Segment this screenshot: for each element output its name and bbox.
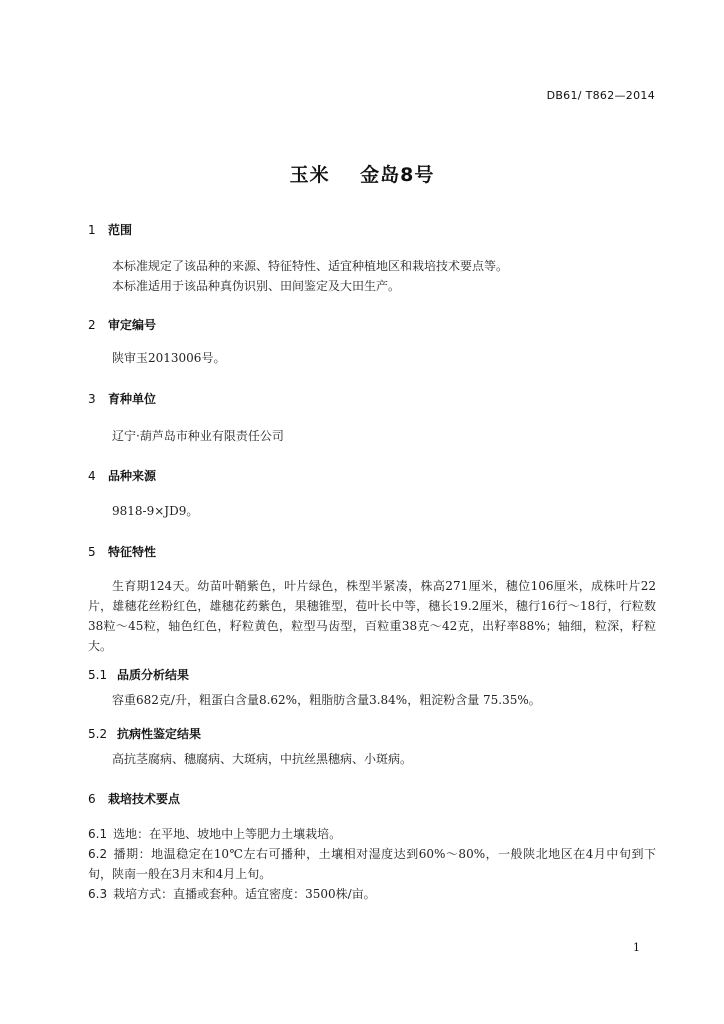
section-heading-cultivation [88, 790, 180, 807]
section-title: 品质分析结果 [117, 668, 190, 682]
section-number: 5.2 [88, 727, 108, 741]
clause-number: 6.1 [88, 827, 108, 841]
clause-text: 选地：在平地、坡地中上等肥力土壤栽培。 [113, 827, 342, 841]
section-number: 5.1 [88, 668, 108, 682]
paragraph: 高抗茎腐病、穗腐病、大斑病，中抗丝黑穗病、小斑病。 [112, 752, 413, 766]
section-number: 5 [88, 545, 96, 559]
document-code: DB61/ T862—2014 [546, 89, 655, 102]
section-title: 育种单位 [108, 392, 157, 406]
clause-text: 栽培方式：直播或套种。适宜密度：3500株/亩。 [113, 887, 376, 901]
document-title: 玉米 金岛8号 [289, 164, 435, 186]
paragraph: 本标准适用于该品种真伪识别、田间鉴定及大田生产。 [112, 279, 401, 293]
section-title: 抗病性鉴定结果 [117, 727, 202, 741]
clause-6-1 [88, 824, 656, 844]
paragraph: 陕审玉2013006号。 [112, 351, 226, 365]
paragraph: 容重682克/升，粗蛋白含量8.62%，粗脂肪含量3.84%，粗淀粉含量 75.35%。 [112, 693, 541, 707]
paragraph: 9818-9×JD9。 [112, 504, 199, 518]
section-heading-quality [88, 666, 189, 683]
paragraph: 本标准规定了该品种的来源、特征特性、适宜种植地区和栽培技术要点等。 [112, 259, 509, 273]
clause-number: 6.2 [88, 847, 108, 861]
section-heading-disease-resistance [88, 725, 201, 742]
page-number: 1 [633, 941, 640, 954]
section-title: 栽培技术要点 [108, 792, 181, 806]
clause-6-3 [88, 884, 656, 904]
section-number: 2 [88, 318, 96, 332]
section-heading-origin [88, 467, 156, 484]
section-number: 1 [88, 223, 96, 237]
section-number: 4 [88, 469, 96, 483]
section-heading-scope [88, 221, 132, 238]
clause-6-2 [88, 844, 656, 884]
clause-text: 播期：地温稳定在10℃左右可播种，土壤相对湿度达到60%～80%，一般陕北地区在4月中旬到下旬，陕南一般在3月末和4月上旬。 [88, 847, 656, 881]
section-number: 6 [88, 792, 96, 806]
section-title: 特征特性 [108, 545, 157, 559]
section-number: 3 [88, 392, 96, 406]
section-heading-characteristics [88, 543, 156, 560]
paragraph: 辽宁·葫芦岛市种业有限责任公司 [112, 429, 284, 443]
clause-number: 6.3 [88, 887, 108, 901]
section-title: 审定编号 [108, 318, 157, 332]
section-title: 范围 [108, 223, 133, 237]
section-title: 品种来源 [108, 469, 157, 483]
section-heading-approval-number [88, 316, 156, 333]
paragraph: 生育期124天。幼苗叶鞘紫色，叶片绿色，株型半紧凑，株高271厘米，穗位106厘米，成株叶片22片，雄穗花丝粉红色，雄穗花药紫色，果穗锥型，苞叶长中等，穗长19.2厘米，穗行16行～18行，行粒数38粒～45粒，轴色红色，籽粒黄色，粒型马齿型，百粒重38克～42克，出籽率88%；轴细，粒深，籽粒大。 [88, 579, 656, 653]
section-heading-breeder [88, 390, 156, 407]
